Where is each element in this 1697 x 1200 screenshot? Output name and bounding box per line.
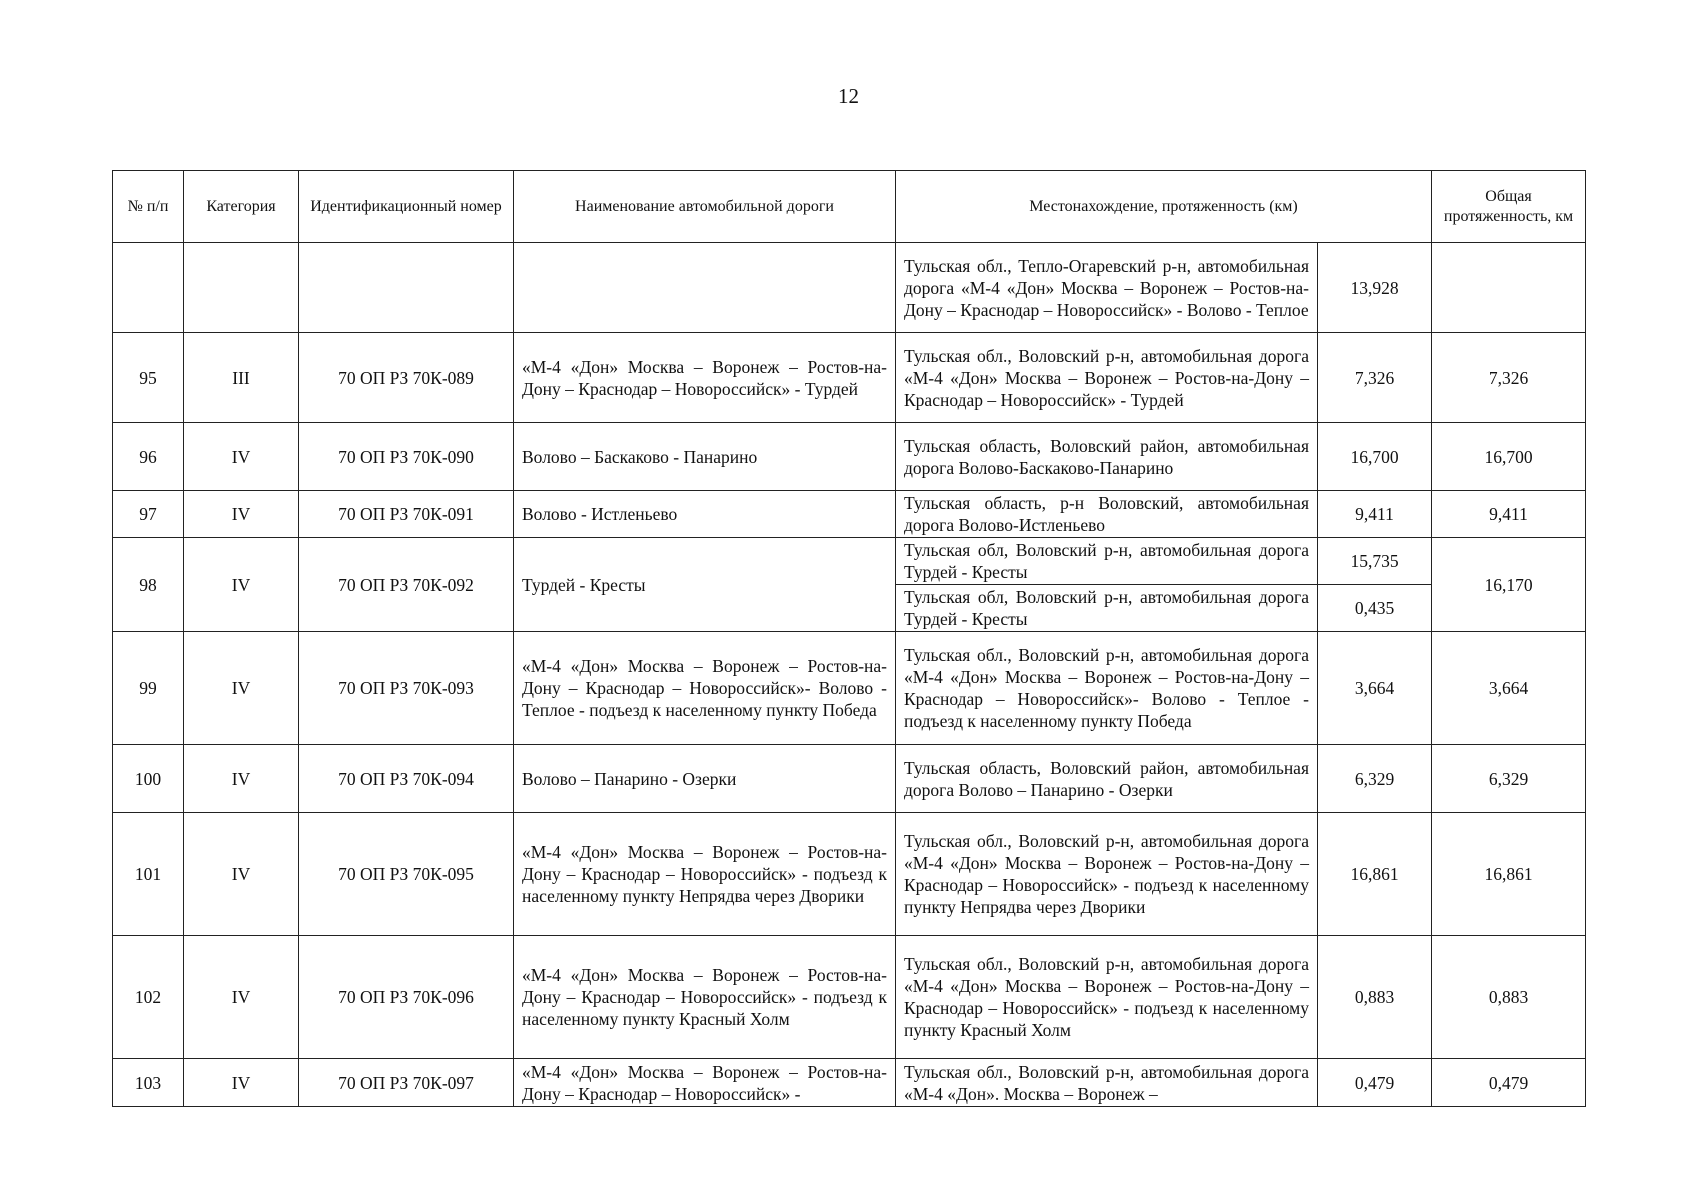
length-cell: 0,883 — [1318, 936, 1432, 1059]
id-cell: 70 ОП РЗ 70К-094 — [299, 745, 514, 813]
name-cell: Волово – Баскаково - Панарино — [514, 423, 896, 491]
id-cell: 70 ОП РЗ 70К-090 — [299, 423, 514, 491]
id-cell: 70 ОП РЗ 70К-095 — [299, 813, 514, 936]
id-cell: 70 ОП РЗ 70К-097 — [299, 1059, 514, 1107]
length-cell: 0,479 — [1318, 1059, 1432, 1107]
total-cell: 16,700 — [1432, 423, 1586, 491]
category-cell: IV — [184, 423, 299, 491]
id-cell: 70 ОП РЗ 70К-096 — [299, 936, 514, 1059]
name-cell: Волово - Истленьево — [514, 491, 896, 538]
length-cell: 0,435 — [1318, 585, 1432, 632]
id-cell: 70 ОП РЗ 70К-091 — [299, 491, 514, 538]
total-cell: 0,883 — [1432, 936, 1586, 1059]
header-name: Наименование автомобильной дороги — [514, 171, 896, 243]
page-number: 12 — [838, 84, 859, 108]
header-id: Идентификационный номер — [299, 171, 514, 243]
table-row — [113, 936, 1586, 1059]
total-cell: 9,411 — [1432, 491, 1586, 538]
location-cell: Тульская обл., Тепло-Огаревский р-н, автомобильная дорога «М-4 «Дон» Москва – Воронеж – Ростов-на-Дону – Краснодар – Новороссийск» - Волово - Теплое — [896, 243, 1318, 333]
length-cell: 3,664 — [1318, 632, 1432, 745]
num-cell: 98 — [113, 538, 184, 632]
id-cell: 70 ОП РЗ 70К-089 — [299, 333, 514, 423]
category-cell: III — [184, 333, 299, 423]
location-cell: Тульская обл., Воловский р-н, автомобильная дорога «М-4 «Дон» Москва – Воронеж – Ростов-на-Дону – Краснодар – Новороссийск» - подъезд к населенному пункту Непрядва через Дворики — [896, 813, 1318, 936]
location-cell: Тульская обл., Воловский р-н, автомобильная дорога «М-4 «Дон» Москва – Воронеж – Ростов-на-Дону – Краснодар – Новороссийск» - Турдей — [896, 333, 1318, 423]
num-cell: 96 — [113, 423, 184, 491]
category-cell: IV — [184, 936, 299, 1059]
total-cell: 3,664 — [1432, 632, 1586, 745]
length-cell: 16,861 — [1318, 813, 1432, 936]
name-cell: «М-4 «Дон» Москва – Воронеж – Ростов-на-Дону – Краснодар – Новороссийск» - подъезд к населенному пункту Красный Холм — [514, 936, 896, 1059]
header-num: № п/п — [113, 171, 184, 243]
table-row — [113, 745, 1586, 813]
table-row — [113, 423, 1586, 491]
header-location: Местонахождение, протяженность (км) — [896, 171, 1432, 243]
location-cell: Тульская обл, Воловский р-н, автомобильная дорога Турдей - Кресты — [896, 538, 1318, 585]
name-cell: «М-4 «Дон» Москва – Воронеж – Ростов-на-Дону – Краснодар – Новороссийск» - подъезд к населенному пункту Непрядва через Дворики — [514, 813, 896, 936]
id-cell: 70 ОП РЗ 70К-092 — [299, 538, 514, 632]
total-cell: 0,479 — [1432, 1059, 1586, 1107]
location-cell: Тульская обл., Воловский р-н, автомобильная дорога «М-4 «Дон» Москва – Воронеж – Ростов-на-Дону – Краснодар – Новороссийск» - подъезд к населенному пункту Красный Холм — [896, 936, 1318, 1059]
category-cell: IV — [184, 632, 299, 745]
table-row — [113, 333, 1586, 423]
name-cell: «М-4 «Дон» Москва – Воронеж – Ростов-на-Дону – Краснодар – Новороссийск» - — [514, 1059, 896, 1107]
name-cell: Турдей - Кресты — [514, 538, 896, 632]
category-cell: IV — [184, 813, 299, 936]
num-cell: 102 — [113, 936, 184, 1059]
num-cell: 97 — [113, 491, 184, 538]
table-row — [113, 1059, 1586, 1107]
category-cell: IV — [184, 538, 299, 632]
header-row — [113, 171, 1586, 243]
length-cell: 15,735 — [1318, 538, 1432, 585]
name-cell: Волово – Панарино - Озерки — [514, 745, 896, 813]
name-cell: «М-4 «Дон» Москва – Воронеж – Ростов-на-Дону – Краснодар – Новороссийск» - Турдей — [514, 333, 896, 423]
category-cell: IV — [184, 1059, 299, 1107]
num-cell: 99 — [113, 632, 184, 745]
num-cell: 101 — [113, 813, 184, 936]
length-cell: 13,928 — [1318, 243, 1432, 333]
header-total: Общая протяженность, км — [1432, 171, 1586, 243]
num-cell: 95 — [113, 333, 184, 423]
location-cell: Тульская область, р-н Воловский, автомобильная дорога Волово-Истленьево — [896, 491, 1318, 538]
category-cell: IV — [184, 491, 299, 538]
roads-table — [112, 170, 1586, 1107]
location-cell: Тульская область, Воловский район, автомобильная дорога Волово-Баскаково-Панарино — [896, 423, 1318, 491]
header-category: Категория — [184, 171, 299, 243]
total-cell: 6,329 — [1432, 745, 1586, 813]
table-row — [113, 632, 1586, 745]
id-cell: 70 ОП РЗ 70К-093 — [299, 632, 514, 745]
total-cell: 7,326 — [1432, 333, 1586, 423]
total-cell: 16,861 — [1432, 813, 1586, 936]
length-cell: 9,411 — [1318, 491, 1432, 538]
location-cell: Тульская обл., Воловский р-н, автомобильная дорога «М-4 «Дон». Москва – Воронеж – — [896, 1059, 1318, 1107]
length-cell: 6,329 — [1318, 745, 1432, 813]
num-cell: 100 — [113, 745, 184, 813]
name-cell: «М-4 «Дон» Москва – Воронеж – Ростов-на-Дону – Краснодар – Новороссийск»- Волово - Теплое - подъезд к населенному пункту Победа — [514, 632, 896, 745]
location-cell: Тульская обл., Воловский р-н, автомобильная дорога «М-4 «Дон» Москва – Воронеж – Ростов-на-Дону – Краснодар – Новороссийск»- Волово - Теплое - подъезд к населенному пункту Победа — [896, 632, 1318, 745]
num-cell: 103 — [113, 1059, 184, 1107]
table-row — [113, 813, 1586, 936]
category-cell: IV — [184, 745, 299, 813]
location-cell: Тульская область, Воловский район, автомобильная дорога Волово – Панарино - Озерки — [896, 745, 1318, 813]
total-cell: 16,170 — [1432, 538, 1586, 632]
location-cell: Тульская обл, Воловский р-н, автомобильная дорога Турдей - Кресты — [896, 585, 1318, 632]
length-cell: 16,700 — [1318, 423, 1432, 491]
table-row — [113, 538, 1586, 585]
table-row — [113, 243, 1586, 333]
length-cell: 7,326 — [1318, 333, 1432, 423]
table-row — [113, 491, 1586, 538]
